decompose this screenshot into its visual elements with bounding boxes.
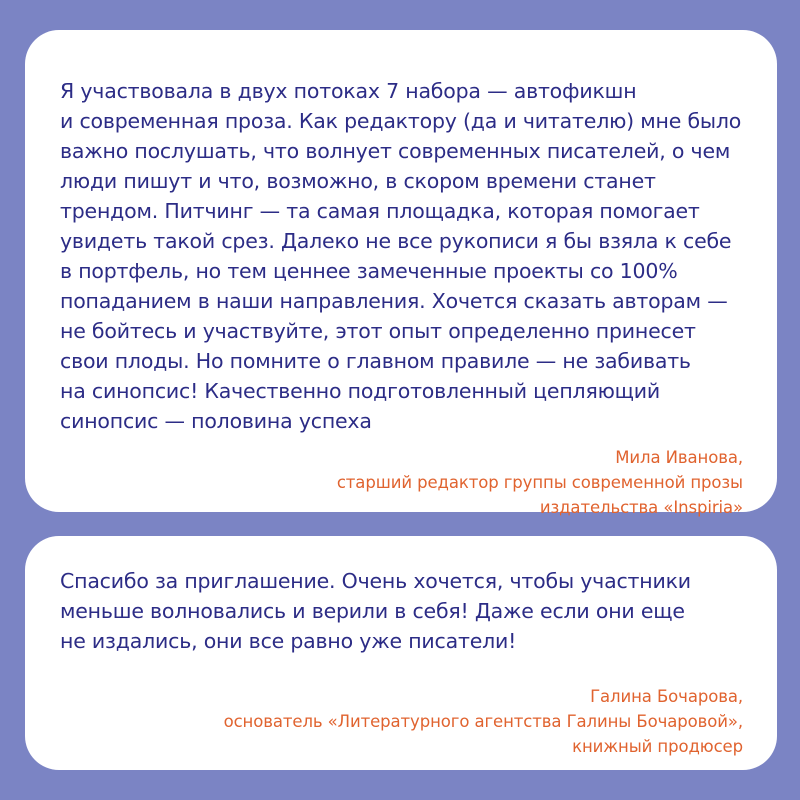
author-role: основатель «Литературного агентства Галины Бочаровой», <box>223 712 743 731</box>
testimonial-attribution <box>60 445 743 520</box>
quote-line: на синопсис! Качественно подготовленный цепляющий <box>60 379 660 403</box>
quote-line: и современная проза. Как редактору (да и читателю) мне было <box>60 109 742 133</box>
quote-line: не издались, они все равно уже писатели! <box>60 629 517 653</box>
quote-line: увидеть такой срез. Далеко не все рукописи я бы взяла к себе <box>60 229 732 253</box>
quote-line: Я участвовала в двух потоках 7 набора — автофикшн <box>60 79 637 103</box>
testimonial-quote <box>60 76 743 436</box>
quote-line: люди пишут и что, возможно, в скором времени станет <box>60 169 656 193</box>
author-role: издательства «Inspiria» <box>539 498 743 517</box>
quote-line: попаданием в наши направления. Хочется сказать авторам — <box>60 289 728 313</box>
quote-line: Спасибо за приглашение. Очень хочется, чтобы участники <box>60 569 691 593</box>
quote-line: трендом. Питчинг — та самая площадка, которая помогает <box>60 199 700 223</box>
testimonial-card <box>25 536 777 770</box>
author-role: старший редактор группы современной прозы <box>336 473 743 492</box>
quote-line: синопсис — половина успеха <box>60 409 372 433</box>
quote-line: важно послушать, что волнует современных писателей, о чем <box>60 139 731 163</box>
testimonial-card <box>25 30 777 517</box>
author-name: Галина Бочарова, <box>590 687 743 706</box>
quote-line: свои плоды. Но помните о главном правиле — не забивать <box>60 349 691 373</box>
quote-line: меньше волновались и верили в себя! Даже если они еще <box>60 599 685 623</box>
author-name: Мила Иванова, <box>615 448 743 467</box>
testimonial-attribution <box>60 684 743 759</box>
testimonial-quote <box>60 566 743 656</box>
quote-line: в портфель, но тем ценнее замеченные проекты со 100% <box>60 259 678 283</box>
author-role: книжный продюсер <box>572 737 743 756</box>
quote-line: не бойтесь и участвуйте, этот опыт определенно принесет <box>60 319 696 343</box>
